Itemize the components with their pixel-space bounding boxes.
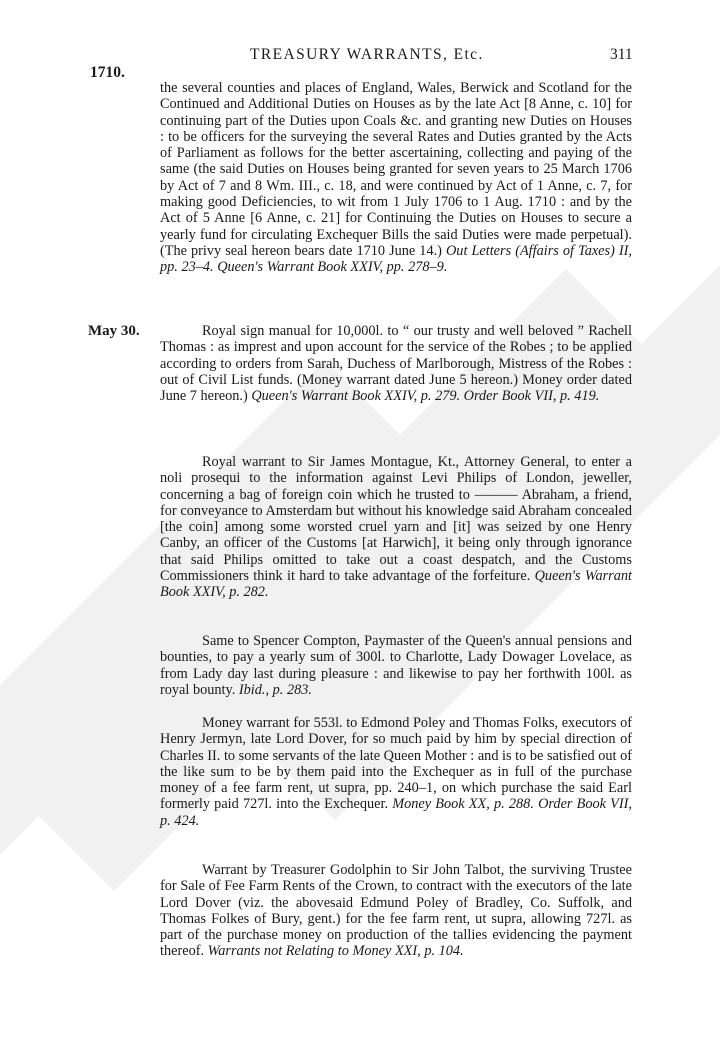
entry-treasurer-warrant [160, 862, 632, 960]
entry-reference: Warrants not Relating to Money XXI, p. 104. [207, 943, 464, 960]
entry-reference: Ibid., p. 283. [238, 681, 312, 698]
entry-royal-sign-manual [160, 323, 632, 404]
entry-text: Same to Spencer Compton, Paymaster of the Queen's annual pensions and bounties, to pay a yearly sum of 300l. to Charlotte, Lady Dowager Lovelace, as from Lady day last during pleasure : and likewise to pay her forthwith 100l. as royal bounty. [160, 633, 632, 698]
entry-royal-warrant [160, 454, 632, 601]
entry-text: Royal warrant to Sir James Montague, Kt., Attorney General, to enter a noli prosequi to the information against Levi Philips of London, jeweller, concerning a bag of foreign coin which he trusted to ——— Abraham, a friend, for conveyance to Amsterdam but without his knowledge said Abraham concealed [the coin] among some worsted cruel yarn and [it] was seized by one Henry Canby, an officer of the Customs [at Harwich], it being only through ignorance that said Philips omitted to take out a coast despatch, and the Customs Commissioners think it hard to take advantage of the forfeiture. [160, 454, 632, 585]
entry-text: Royal sign manual for 10,000l. to “ our trusty and well beloved ” Rachell Thomas : as imprest and upon account for the service of the Robes ; to be applied according to orders from Sarah, Duchess of Marlborough, Mistress of the Robes : out of Civil List funds. (Money warrant dated June 5 hereon.) Money order dated June 7 hereon.) [160, 323, 632, 405]
page-number: 311 [610, 46, 633, 63]
entry-reference: Out Letters (Affairs of Taxes) II, pp. 23–4. Queen's Warrant Book XXIV, pp. 278–9. [160, 242, 632, 276]
entry-text: Warrant by Treasurer Godolphin to Sir John Talbot, the surviving Trustee for Sale of Fee Farm Rents of the Crown, to contract with the executors of the late Lord Dover (viz. the abovesaid Edmund Poley of Bradley, Co. Suffolk, and Thomas Folkes of Bury, gent.) for the fee farm rent, ut supra, allowing 727l. as part of the purchase money on production of the tallies evidencing the payment thereof. [160, 862, 632, 960]
running-title: TREASURY WARRANTS, Etc. [250, 46, 484, 63]
entry-text: Money warrant for 553l. to Edmond Poley and Thomas Folks, executors of Henry Jermyn, late Lord Dover, for so much paid by him by special direction of Charles II. to some servants of the late Queen Mother : and is to be satisfied out of the like sum to be by them paid into the Exchequer as in full of the purchase money of a fee farm rent, ut supra, pp. 240–1, on which purchase the said Earl formerly paid 727l. into the Exchequer. [160, 715, 632, 813]
entry-date: May 30. [88, 323, 140, 339]
entry-reference: Queen's Warrant Book XXIV, p. 279. Order Book VII, p. 419. [251, 388, 600, 405]
entry-reference: Queen's Warrant Book XXIV, p. 282. [160, 568, 632, 601]
entry-money-warrant [160, 715, 632, 829]
margin-year: 1710. [90, 64, 125, 81]
entry-pension-warrant [160, 633, 632, 698]
entry-text: the several counties and places of England, Wales, Berwick and Scotland for the Continued and Additional Duties on Houses as by the late Act [8 Anne, c. 10] for continuing part of the Duties upon Coals &c. and granting new Duties on Houses : to be officers for the surveying the several Rates and Duties granted by the Acts of Parliament as follows for the better ascertaining, collecting and paying of the same (the said Duties on Houses being granted for seven years to 25 March 1706 by Act of 7 and 8 Wm. III., c. 18, and were continued by Act of 1 Anne, c. 7, for making good Deficiencies, to wit from 1 July 1706 to 1 Aug. 1710 : and by the Act of 5 Anne [6 Anne, c. 21] for Continuing the Duties on Houses to secure a yearly fund for circulating Exchequer Bills the said Duties were made perpetual). (The privy seal hereon bears date 1710 June 14.) [160, 80, 632, 259]
entry-reference: Money Book XX, p. 288. Order Book VII, p. 424. [160, 796, 633, 829]
entry-continuation [160, 80, 632, 276]
